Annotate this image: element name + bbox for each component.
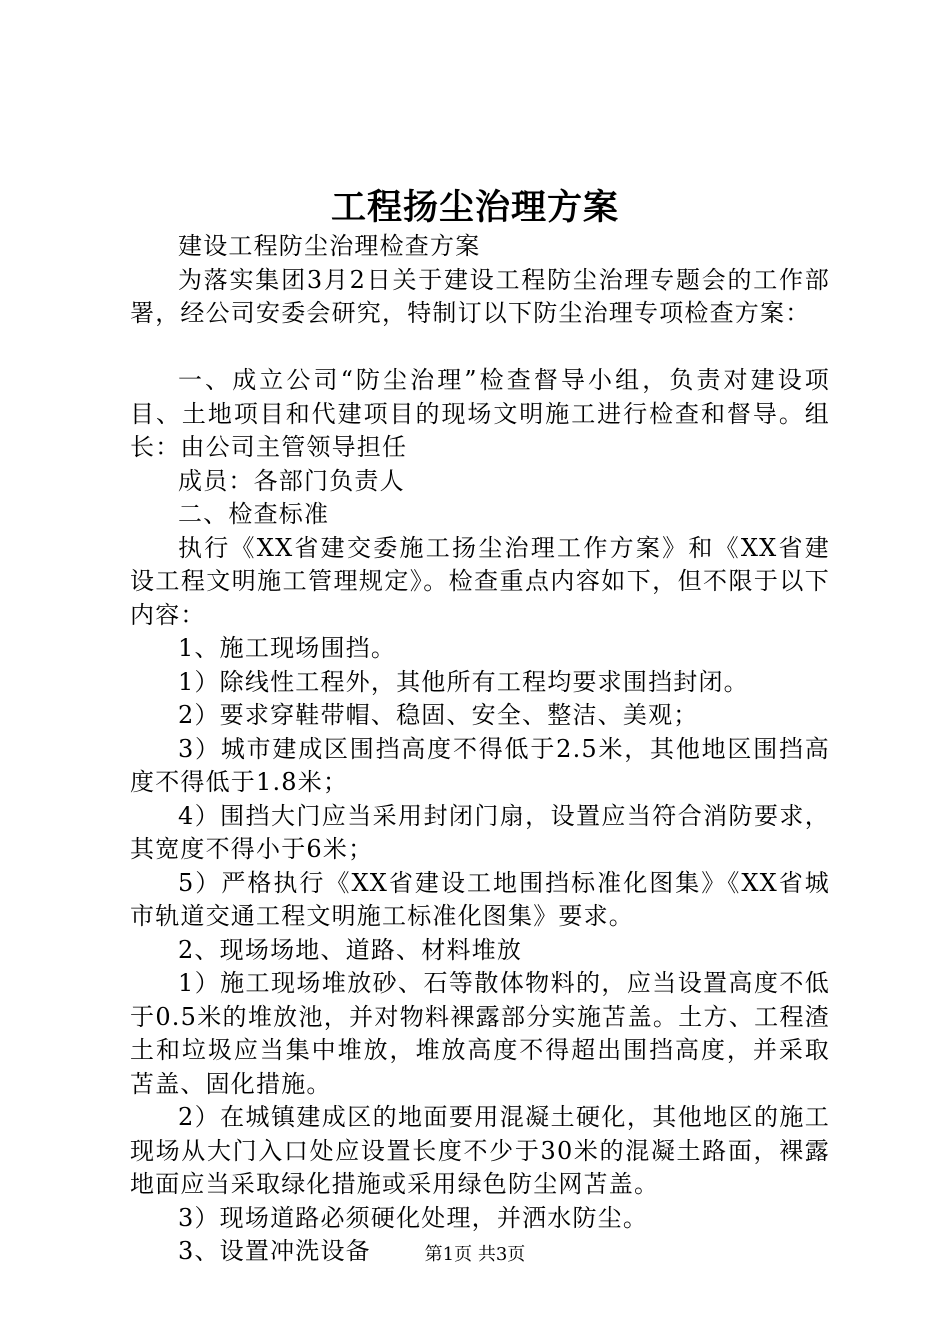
paragraph-item-2-3: 3）现场道路必须硬化处理，并洒水防尘。 [178,1203,649,1232]
document-body [130,230,830,1269]
paragraph-standards: 执行《XX省建交委施工扬尘治理工作方案》和《XX省建设工程文明施工管理规定》。检查重点内容如下，但不限于以下内容： [130,533,830,629]
paragraph-item-2-1: 1）施工现场堆放砂、石等散体物料的，应当设置高度不低于0.5米的堆放池，并对物料裸露部分实施苫盖。土方、工程渣土和垃圾应当集中堆放，堆放高度不得超出围挡高度，并采取苫盖、固化措施。 [130,969,830,1098]
paragraph-item-3-heading: 3、设置冲洗设备 [178,1237,371,1265]
paragraph-item-2-2: 2）在城镇建成区的地面要用混凝土硬化，其他地区的施工现场从大门入口处应设置长度不少于30米的混凝土路面，裸露地面应当采取绿化措施或采用绿色防尘网苫盖。 [130,1103,830,1198]
paragraph-item-1-heading: 1、施工现场围挡。 [178,634,397,662]
page-footer: 第1页 共3页 [424,1244,526,1265]
paragraph-subtitle: 建设工程防尘治理检查方案 [178,232,481,260]
paragraph-members: 成员：各部门负责人 [178,466,405,495]
paragraph-item-1-5: 5）严格执行《XX省建设工地围挡标准化图集》《XX省城市轨道交通工程文明施工标准化图集》要求。 [130,868,830,930]
blank-line [130,331,830,365]
paragraph-item-1-2: 2）要求穿鞋带帽、稳固、安全、整洁、美观； [178,701,699,729]
paragraph-section-1: 一、成立公司“防尘治理”检查督导小组，负责对建设项目、土地项目和代建项目的现场文明施工进行检查和督导。组长：由公司主管领导担任 [130,366,830,461]
paragraph-intro: 为落实集团3月2日关于建设工程防尘治理专题会的工作部署，经公司安委会研究，特制订以下防尘治理专项检查方案： [130,265,830,327]
paragraph-item-2-heading: 2、现场场地、道路、材料堆放 [178,935,523,964]
paragraph-item-1-4: 4）围挡大门应当采用封闭门扇，设置应当符合消防要求，其宽度不得小于6米； [130,801,830,863]
paragraph-item-1-1: 1）除线性工程外，其他所有工程均要求围挡封闭。 [178,667,749,696]
document-title: 工程扬尘治理方案 [330,187,619,228]
paragraph-section-2-heading: 二、检查标准 [178,500,330,528]
paragraph-item-1-3: 3）城市建成区围挡高度不得低于2.5米，其他地区围挡高度不得低于1.8米； [130,734,830,796]
